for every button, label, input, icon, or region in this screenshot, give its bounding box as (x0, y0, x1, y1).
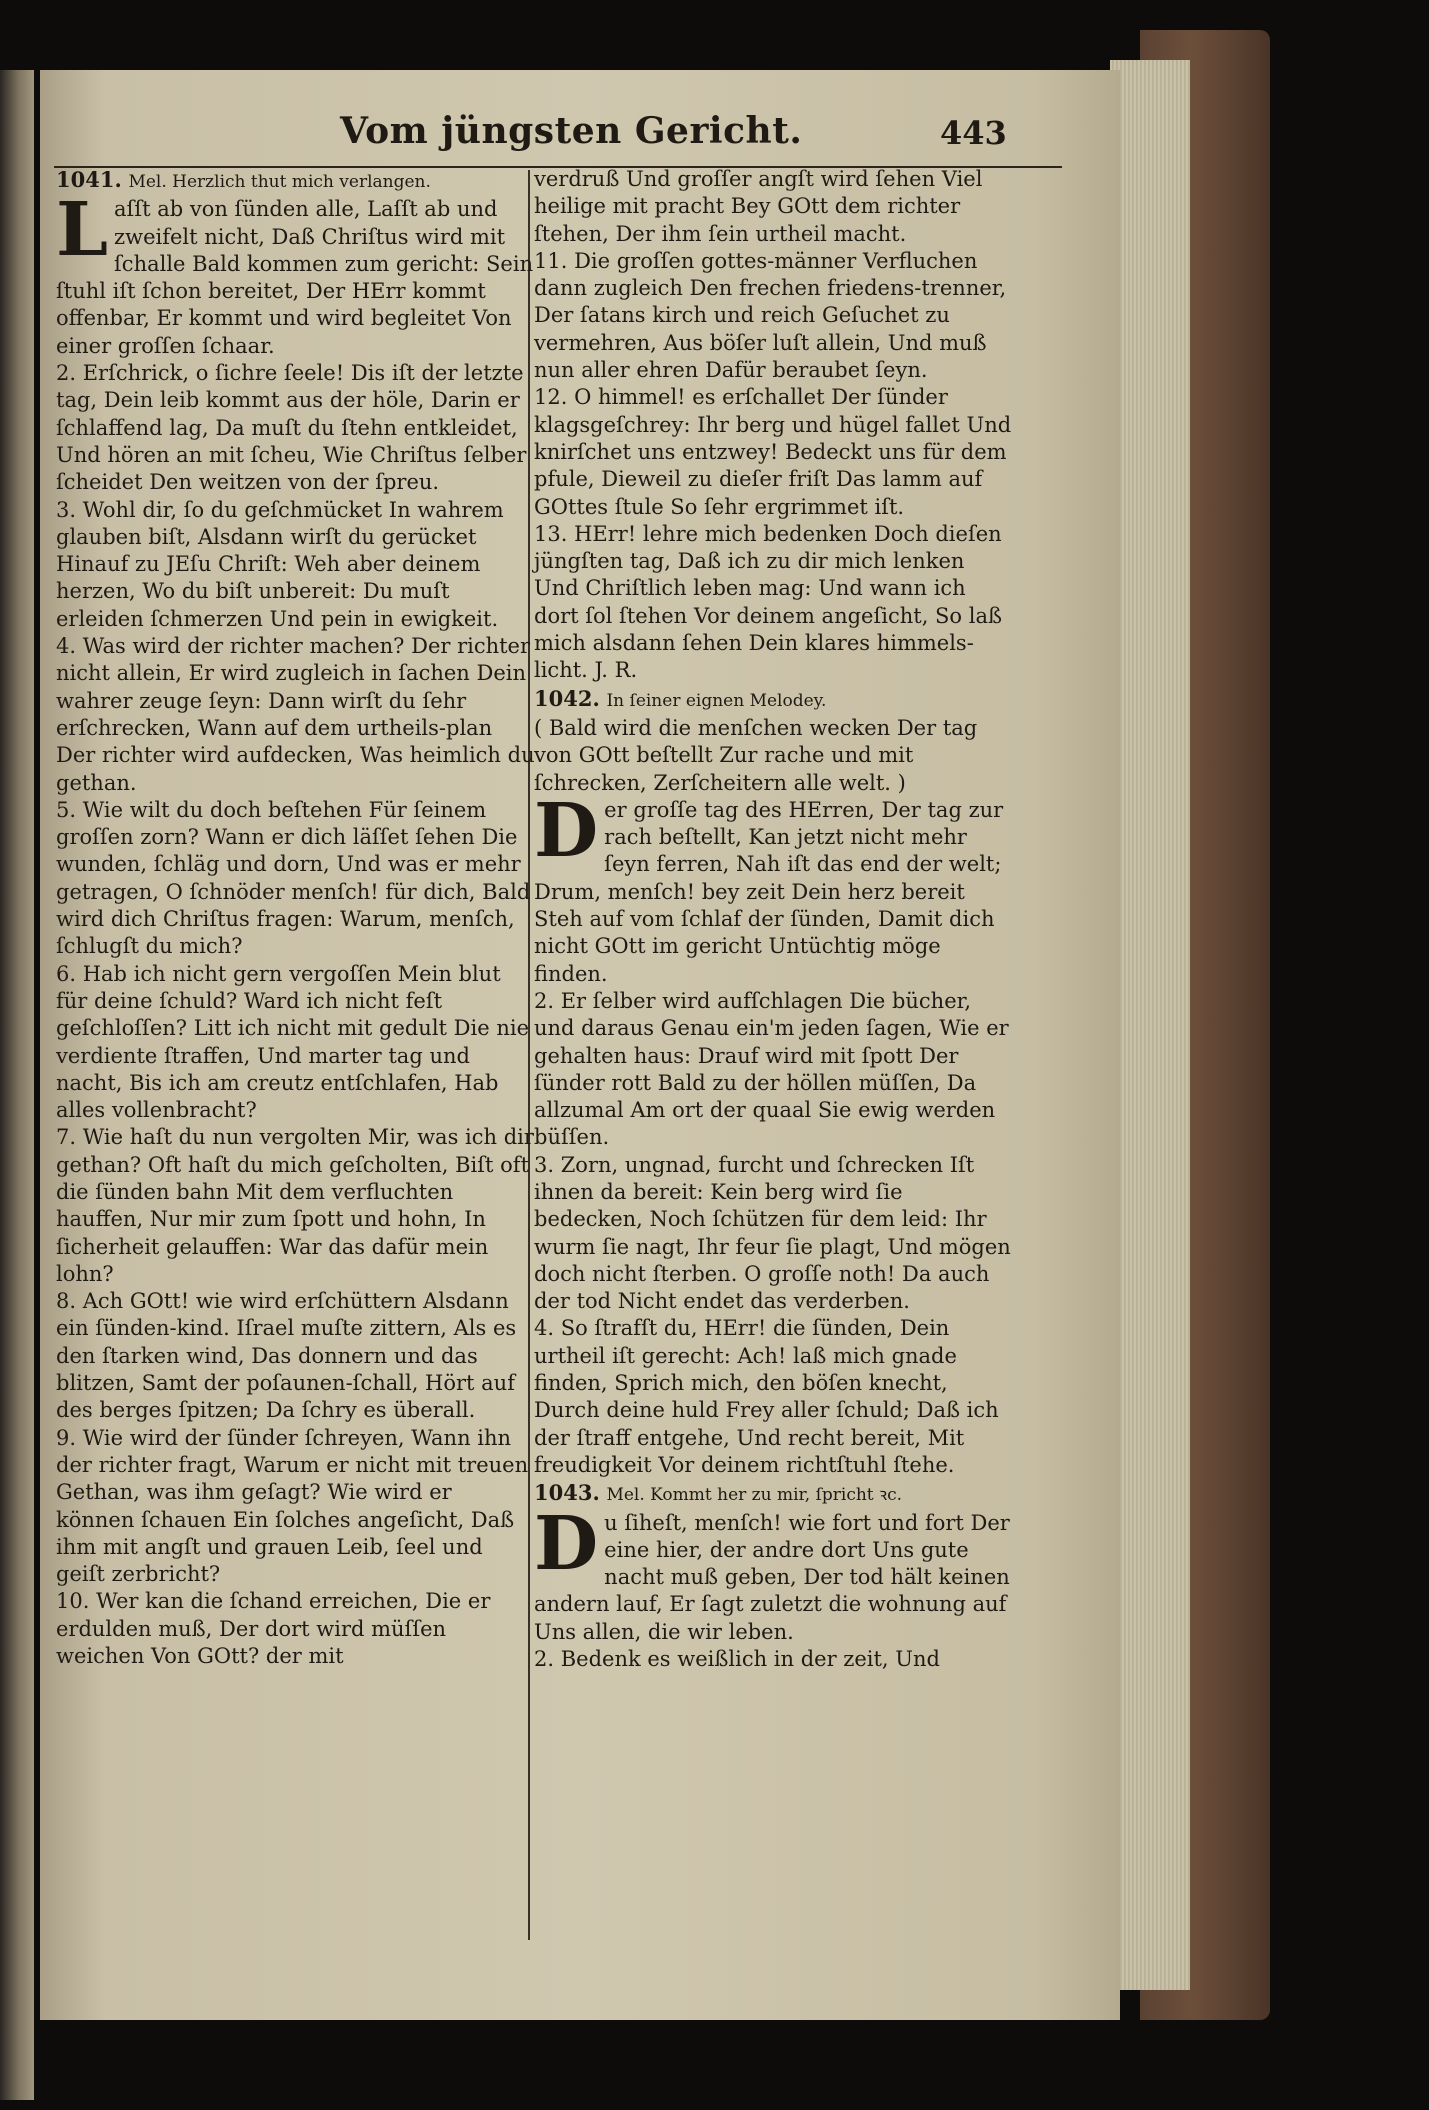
stanza: 11. Die groſſen gottes-männer Verfluchen dann zugleich Den frechen friedens-trenner, Der ſatans kirch und reich Geſuchet zu vermehren, Aus böſer luſt allein, Und muß nun aller ehren Dafür beraubet ſeyn. (534, 248, 1007, 383)
stanza: 8. Ach GOtt! wie wird erſchüttern Alsdann ein ſünden-kind. Iſrael muſte zittern, Als es den ſtarken wind, Das donnern und das blitzen, Samt der poſaunen-ſchall, Hört auf des berges ſpitzen; Da ſchry es überall. (56, 1289, 517, 1423)
drop-cap: D (534, 787, 599, 874)
hymn-heading: 1043. Mel. Kommt her zu mir, ſpricht ꝛc. (534, 1480, 903, 1506)
right-column (534, 166, 1014, 1673)
stanza: 3. Zorn, ungnad, furcht und ſchrecken Iſt ihnen da bereit: Kein berg wird ſie bedecken, Noch ſchützen für dem leid: Ihr wurm ſie nagt, Ihr feur ſie plagt, Und mögen doch nicht ſterben. O groſſe noth! Da auch der tod Nicht endet das verderben. (534, 1152, 1011, 1314)
drop-cap: D (534, 1500, 599, 1587)
stanza: 9. Wie wird der ſünder ſchreyen, Wann ihn der richter fragt, Warum er nicht mit treuen Gethan, was ihm geſagt? Wie wird er können ſchauen Ein ſolches angeſicht, Daß ihm mit angſt und grauen Leib, ſeel und geiſt zerbricht? (56, 1425, 529, 1587)
drop-cap: L (56, 187, 109, 274)
hymn-heading: 1041. Mel. Herzlich thut mich verlangen. (56, 167, 431, 192)
page-title: Vom jüngsten Gericht. (340, 110, 803, 152)
stanza: ( Bald wird die menſchen wecken Der tag von GOtt beſtellt Zur rache und mit ſchrecken, Zerſcheitern alle welt. ) (534, 715, 978, 795)
stanza: 2. Erſchrick, o ſichre ſeele! Dis iſt der letzte tag, Dein leib kommt aus der höle, Darin er ſchlaffend lag, Da muſt du ſtehn entkleidet, Und hören an mit ſcheu, Wie Chriſtus ſelber ſcheidet Den weitzen von der ſpreu. (56, 361, 527, 495)
stanza: Der groſſe tag des HErren, Der tag zur rach beſtellt, Kan jetzt nicht mehr ſeyn ferren, Nah iſt das end der welt; Drum, menſch! bey zeit Dein herz bereit Steh auf vom ſchlaf der ſünden, Damit dich nicht GOtt im gericht Untüchtig möge finden. (534, 787, 1004, 986)
stanza: 13. HErr! lehre mich bedenken Doch dieſen jüngſten tag, Daß ich zu dir mich lenken Und Chriſtlich leben mag: Und wann ich dort ſol ſtehen Vor deinem angeſicht, So laß mich alsdann ſehen Dein klares himmels-licht. J. R. (534, 521, 1003, 683)
stanza: 4. Was wird der richter machen? Der richter nicht allein, Er wird zugleich in ſachen Dein wahrer zeuge ſeyn: Dann wirſt du ſehr erſchrecken, Wann auf dem urtheils-plan Der richter wird aufdecken, Was heimlich du gethan. (56, 634, 535, 795)
stanza: 10. Wer kan die ſchand erreichen, Die er erdulden muß, Der dort wird müſſen weichen Von GOtt? der mit (56, 1589, 491, 1669)
stanza: 2. Er ſelber wird aufſchlagen Die bücher, und daraus Genau ein'm jeden ſagen, Wie er gehalten haus: Drauf wird mit ſpott Der ſünder rott Bald zu der höllen müſſen, Da allzumal Am ort der quaal Sie ewig werden büſſen. (534, 988, 1009, 1150)
stanza: verdruß Und groſſer angſt wird ſehen Viel heilige mit pracht Bey GOtt dem richter ſtehen, Der ihm ſein urtheil macht. (534, 167, 983, 246)
stanza: 2. Bedenk es weißlich in der zeit, Und (534, 1647, 940, 1672)
stanza: 5. Wie wilt du doch beſtehen Für ſeinem groſſen zorn? Wann er dich läſſet ſehen Die wunden, ſchläg und dorn, Und was er mehr getragen, O ſchnöder menſch! für dich, Bald wird dich Chriſtus fragen: Warum, menſch, ſchlugſt du mich? (56, 797, 531, 959)
adjacent-page-edge (0, 70, 34, 2100)
hymn-heading: 1042. In ſeiner eignen Melodey. (534, 685, 827, 711)
stanza: Laſſt ab von ſünden alle, Laſſt ab und zweifelt nicht, Daß Chriſtus wird mit ſchalle Bald kommen zum gericht: Sein ſtuhl iſt ſchon bereitet, Der HErr kommt offenbar, Er kommt und wird begleitet Von einer groſſen ſchaar. (56, 187, 534, 358)
page-edges (1110, 60, 1190, 1990)
stanza: Du ſiheſt, menſch! wie fort und fort Der eine hier, der andre dort Uns gute nacht muß geben, Der tod hält keinen andern lauf, Er ſagt zuletzt die wohnung auf Uns allen, die wir leben. (534, 1500, 1010, 1644)
stanza: 12. O himmel! es erſchallet Der ſünder klagsgeſchrey: Ihr berg und hügel fallet Und knirſchet uns entzwey! Bedeckt uns für dem pfule, Dieweil zu dieſer friſt Das lamm auf GOttes ſtule So ſehr ergrimmet iſt. (534, 385, 1012, 519)
page-number: 443 (940, 114, 1007, 152)
running-header (40, 110, 1120, 166)
left-column (56, 166, 536, 1670)
stanza: 6. Hab ich nicht gern vergoſſen Mein blut für deine ſchuld? Ward ich nicht feſt geſchloſſen? Litt ich nicht mit gedult Die nie verdiente ſtraffen, Und marter tag und nacht, Bis ich am creutz entſchlafen, Hab alles vollenbracht? (56, 961, 529, 1123)
stanza: 4. So ſtrafſt du, HErr! die ſünden, Dein urtheil iſt gerecht: Ach! laß mich gnade finden, Sprich mich, den böſen knecht, Durch deine huld Frey aller ſchuld; Daß ich der ſtraff entgehe, Und recht bereit, Mit freudigkeit Vor deinem richtſtuhl ſtehe. (534, 1316, 999, 1477)
book-page (40, 70, 1120, 2020)
stanza: 3. Wohl dir, ſo du geſchmücket In wahrem glauben biſt, Alsdann wirſt du gerücket Hinauf zu JEſu Chriſt: Weh aber deinem herzen, Wo du biſt unbereit: Du muſt erleiden ſchmerzen Und pein in ewigkeit. (56, 497, 504, 631)
stanza: 7. Wie haſt du nun vergolten Mir, was ich dir gethan? Oft haſt du mich geſcholten, Biſt oft die ſünden bahn Mit dem verfluchten hauffen, Nur mir zum ſpott und hohn, In ſicherheit gelauffen: War das dafür mein lohn? (56, 1125, 534, 1286)
